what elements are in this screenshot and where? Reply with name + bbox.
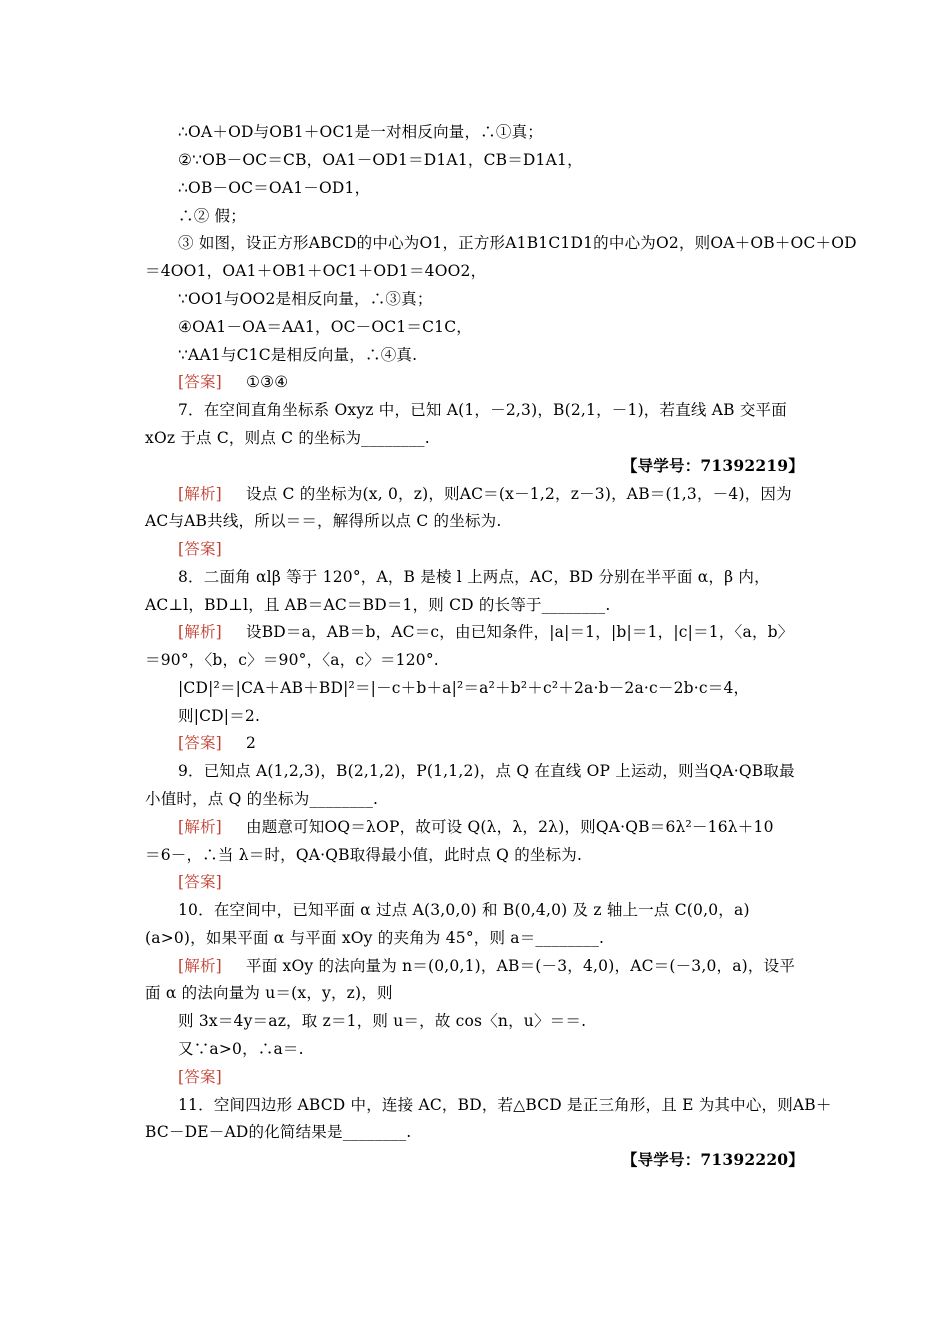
text-line: ∵OO1与OO2是相反向量，∴③真； <box>178 290 433 308</box>
text-line: ＝6－，∴当 λ＝时，QA·QB取得最小值，此时点 Q 的坐标为. <box>145 846 583 864</box>
text-line: 设BD＝a，AB＝b，AC＝c，由已知条件，|a|＝1，|b|＝1，|c|＝1，〈a，b〉 <box>246 623 794 641</box>
text-line: ②∵OB－OC＝CB，OA1－OD1＝D1A1，CB＝D1A1， <box>178 151 583 169</box>
analysis-label: [解析] <box>178 623 222 641</box>
text-line: 则|CD|＝2. <box>178 707 261 725</box>
analysis-label: [解析] <box>178 818 222 836</box>
text-line: xOz 于点 C，则点 C 的坐标为________. <box>145 429 430 447</box>
answer-label: [答案] <box>178 373 222 391</box>
text-line: BC－DE－AD的化简结果是________. <box>145 1123 412 1141</box>
question-9: 9．已知点 A(1,2,3)，B(2,1,2)，P(1,1,2)，点 Q 在直线 OP 上运动，则当QA·QB取最 <box>178 762 795 780</box>
text-line: ＝4OO1，OA1＋OB1＋OC1＋OD1＝4OO2， <box>145 262 487 280</box>
text-line: (a>0)，如果平面 α 与平面 xOy 的夹角为 45°，则 a＝________. <box>145 929 605 947</box>
text-line: AC与AB共线，所以＝＝，解得所以点 C 的坐标为. <box>145 512 502 530</box>
question-10: 10．在空间中，已知平面 α 过点 A(3,0,0) 和 B(0,4,0) 及 z 轴上一点 C(0,0，a) <box>178 901 750 919</box>
text-line: 设点 C 的坐标为(x, 0，z)，则AC＝(x－1,2，z－3)，AB＝(1,3，－4)，因为 <box>246 485 792 503</box>
text-line: ③ 如图，设正方形ABCD的中心为O1，正方形A1B1C1D1的中心为O2，则OA＋OB＋OC＋OD <box>178 234 857 252</box>
text-line: ＝90°，〈b，c〉＝90°，〈a，c〉＝120°. <box>145 651 439 669</box>
answer-label: [答案] <box>178 873 222 891</box>
answer-value: ①③④ <box>246 373 289 391</box>
text-line: ∴OA＋OD与OB1＋OC1是一对相反向量，∴①真； <box>178 123 543 141</box>
answer-value: 2 <box>246 734 257 752</box>
analysis-label: [解析] <box>178 485 222 503</box>
answer-label: [答案] <box>178 734 222 752</box>
question-8: 8．二面角 αlβ 等于 120°，A，B 是棱 l 上两点，AC，BD 分别在半平面 α，β 内， <box>178 568 770 586</box>
text-line: ∴② 假； <box>178 207 246 225</box>
question-7: 7．在空间直角坐标系 Oxyz 中，已知 A(1，－2,3)，B(2,1，－1)，若直线 AB 交平面 <box>178 401 787 419</box>
text-line: ∵AA1与C1C是相反向量，∴④真. <box>178 346 418 364</box>
text-line: ∴OB－OC＝OA1－OD1， <box>178 179 371 197</box>
text-line: 面 α 的法向量为 u＝(x，y，z)，则 <box>145 984 393 1002</box>
text-line: 又∵a>0，∴a＝. <box>178 1040 304 1058</box>
answer-label: [答案] <box>178 1068 222 1086</box>
guide-number: 【导学号：71392220】 <box>621 1150 804 1169</box>
text-line: 平面 xOy 的法向量为 n＝(0,0,1)，AB＝(－3，4,0)，AC＝(－3,0，a)，设平 <box>246 957 796 975</box>
question-11: 11．空间四边形 ABCD 中，连接 AC，BD，若△BCD 是正三角形，且 E 为其中心，则AB＋ <box>178 1096 832 1114</box>
analysis-label: [解析] <box>178 957 222 975</box>
text-line: |CD|²＝|CA＋AB＋BD|²＝|－c＋b＋a|²＝a²＋b²＋c²＋2a·b－2a·c－2b·c＝4， <box>178 679 750 697</box>
text-line: AC⊥l，BD⊥l，且 AB＝AC＝BD＝1，则 CD 的长等于________. <box>145 596 611 614</box>
answer-label: [答案] <box>178 540 222 558</box>
text-line: 由题意可知OQ＝λOP，故可设 Q(λ，λ，2λ)，则QA·QB＝6λ²－16λ＋10 <box>246 818 774 836</box>
guide-number: 【导学号：71392219】 <box>621 456 804 475</box>
text-line: ④OA1－OA＝AA1，OC－OC1＝C1C， <box>178 318 472 336</box>
text-line: 小值时，点 Q 的坐标为________. <box>145 790 379 808</box>
text-line: 则 3x＝4y＝az，取 z＝1，则 u＝，故 cos〈n，u〉＝＝. <box>178 1012 587 1030</box>
